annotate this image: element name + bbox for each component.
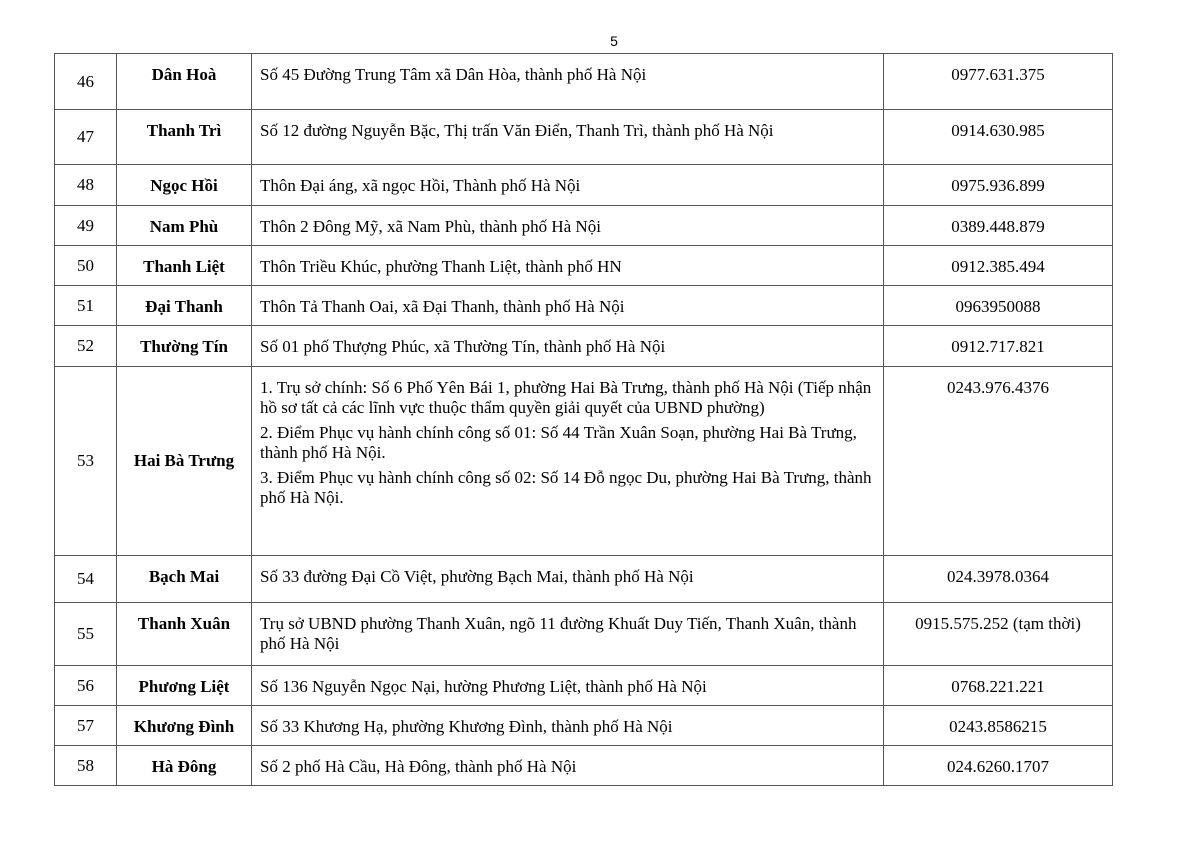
address-cell bbox=[252, 746, 884, 786]
address-text: Số 33 Khương Hạ, phường Khương Đình, thành phố Hà Nội bbox=[260, 717, 673, 736]
table-row bbox=[55, 246, 1113, 286]
table-row bbox=[55, 706, 1113, 746]
address-cell bbox=[252, 556, 884, 603]
address-text: Thôn Tả Thanh Oai, xã Đại Thanh, thành phố Hà Nội bbox=[260, 297, 625, 316]
address-cell bbox=[252, 603, 884, 666]
phone-number: 0914.630.985 bbox=[884, 110, 1113, 165]
address-cell bbox=[252, 666, 884, 706]
phone-number: 024.3978.0364 bbox=[884, 556, 1113, 603]
table-row bbox=[55, 556, 1113, 603]
ward-name: Bạch Mai bbox=[117, 556, 252, 603]
table-row bbox=[55, 367, 1113, 556]
phone-number: 0975.936.899 bbox=[884, 165, 1113, 206]
address-cell bbox=[252, 246, 884, 286]
row-number: 58 bbox=[55, 746, 117, 786]
address-text: Số 12 đường Nguyễn Bặc, Thị trấn Văn Điển, Thanh Trì, thành phố Hà Nội bbox=[260, 121, 774, 140]
phone-number: 0389.448.879 bbox=[884, 206, 1113, 246]
phone-number: 0243.8586215 bbox=[884, 706, 1113, 746]
address-cell bbox=[252, 706, 884, 746]
row-number: 46 bbox=[55, 54, 117, 110]
phone-number: 0768.221.221 bbox=[884, 666, 1113, 706]
address-text: Số 2 phố Hà Cầu, Hà Đông, thành phố Hà Nội bbox=[260, 757, 577, 776]
row-number: 57 bbox=[55, 706, 117, 746]
row-number: 56 bbox=[55, 666, 117, 706]
phone-number: 0915.575.252 (tạm thời) bbox=[884, 603, 1113, 666]
ward-name: Dân Hoà bbox=[117, 54, 252, 110]
address-cell bbox=[252, 54, 884, 110]
row-number: 53 bbox=[55, 367, 117, 556]
address-cell bbox=[252, 206, 884, 246]
ward-name: Khương Đình bbox=[117, 706, 252, 746]
table-row bbox=[55, 110, 1113, 165]
phone-number: 0963950088 bbox=[884, 286, 1113, 326]
table-row bbox=[55, 206, 1113, 246]
address-text: Số 01 phố Thượng Phúc, xã Thường Tín, thành phố Hà Nội bbox=[260, 337, 666, 356]
address-cell bbox=[252, 286, 884, 326]
ward-name: Hai Bà Trưng bbox=[117, 367, 252, 556]
table-row bbox=[55, 54, 1113, 110]
ward-name: Hà Đông bbox=[117, 746, 252, 786]
ward-name: Phương Liệt bbox=[117, 666, 252, 706]
address-text: Thôn 2 Đông Mỹ, xã Nam Phù, thành phố Hà Nội bbox=[260, 217, 601, 236]
table-row bbox=[55, 165, 1113, 206]
phone-number: 0912.717.821 bbox=[884, 326, 1113, 367]
table-row bbox=[55, 286, 1113, 326]
ward-name: Thanh Liệt bbox=[117, 246, 252, 286]
address-text: 3. Điểm Phục vụ hành chính công số 02: Số 14 Đỗ ngọc Du, phường Hai Bà Trưng, thành phố Hà Nội. bbox=[260, 468, 872, 507]
office-table-body bbox=[55, 54, 1113, 786]
ward-name: Thanh Trì bbox=[117, 110, 252, 165]
table-row bbox=[55, 666, 1113, 706]
row-number: 51 bbox=[55, 286, 117, 326]
address-text: Thôn Triều Khúc, phường Thanh Liệt, thành phố HN bbox=[260, 257, 622, 276]
page-number: 5 bbox=[610, 33, 618, 49]
row-number: 49 bbox=[55, 206, 117, 246]
ward-name: Ngọc Hồi bbox=[117, 165, 252, 206]
address-cell bbox=[252, 165, 884, 206]
office-table bbox=[54, 53, 1113, 786]
ward-name: Nam Phù bbox=[117, 206, 252, 246]
phone-number: 024.6260.1707 bbox=[884, 746, 1113, 786]
phone-number: 0912.385.494 bbox=[884, 246, 1113, 286]
address-text: Thôn Đại áng, xã ngọc Hồi, Thành phố Hà Nội bbox=[260, 176, 581, 195]
address-cell bbox=[252, 367, 884, 556]
address-cell bbox=[252, 110, 884, 165]
phone-number: 0977.631.375 bbox=[884, 54, 1113, 110]
address-text: Trụ sở UBND phường Thanh Xuân, ngõ 11 đường Khuất Duy Tiến, Thanh Xuân, thành phố Hà Nội bbox=[260, 614, 857, 653]
address-text: 2. Điểm Phục vụ hành chính công số 01: Số 44 Trần Xuân Soạn, phường Hai Bà Trưng, thành phố Hà Nội. bbox=[260, 423, 857, 462]
address-text: 1. Trụ sở chính: Số 6 Phố Yên Bái 1, phường Hai Bà Trưng, thành phố Hà Nội (Tiếp nhận hồ sơ tất cả các lĩnh vực thuộc thẩm quyền giải quyết của UBND phường) bbox=[260, 378, 872, 417]
row-number: 50 bbox=[55, 246, 117, 286]
row-number: 52 bbox=[55, 326, 117, 367]
address-cell bbox=[252, 326, 884, 367]
phone-number: 0243.976.4376 bbox=[884, 367, 1113, 556]
row-number: 48 bbox=[55, 165, 117, 206]
table-row bbox=[55, 746, 1113, 786]
table-row bbox=[55, 603, 1113, 666]
row-number: 55 bbox=[55, 603, 117, 666]
ward-name: Đại Thanh bbox=[117, 286, 252, 326]
row-number: 54 bbox=[55, 556, 117, 603]
row-number: 47 bbox=[55, 110, 117, 165]
ward-name: Thường Tín bbox=[117, 326, 252, 367]
address-text: Số 45 Đường Trung Tâm xã Dân Hòa, thành phố Hà Nội bbox=[260, 65, 647, 84]
address-text: Số 33 đường Đại Cồ Việt, phường Bạch Mai, thành phố Hà Nội bbox=[260, 567, 694, 586]
address-text: Số 136 Nguyễn Ngọc Nại, hường Phương Liệt, thành phố Hà Nội bbox=[260, 677, 707, 696]
ward-name: Thanh Xuân bbox=[117, 603, 252, 666]
table-row bbox=[55, 326, 1113, 367]
